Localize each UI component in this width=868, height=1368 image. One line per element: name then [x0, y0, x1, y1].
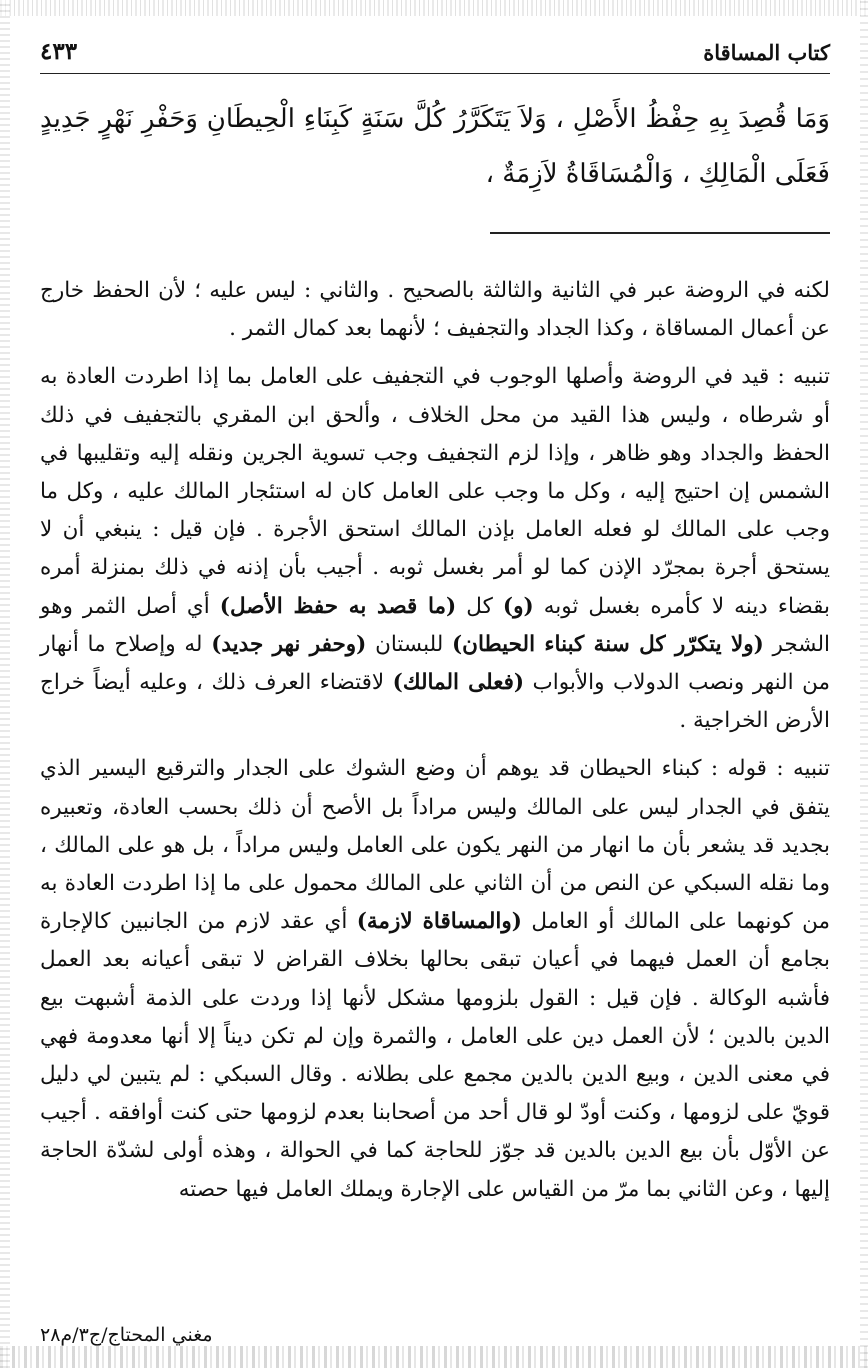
- text-run: له وإصلاح ما أنهار من النهر ونصب الدولاب والأبواب: [40, 631, 830, 696]
- page-footer: [40, 1324, 830, 1354]
- separator-rule: [490, 232, 830, 234]
- commentary-block: [40, 272, 830, 1219]
- quoted-matn: (ما قصد به حفظ الأصل): [219, 593, 457, 619]
- page-header: [40, 34, 830, 74]
- printer-signature: مغني المحتاج/ج٣/م٢٨: [40, 1324, 213, 1346]
- commentary-paragraph-1: لكنه في الروضة عبر في الثانية والثالثة بالصحيح . والثاني : ليس عليه ؛ لأن الحفظ خارج عن أعمال المساقاة ، وكذا الجداد والتجفيف ؛ لأنهما بعد كمال الثمر .: [40, 278, 830, 342]
- quoted-matn: (فعلى المالك): [392, 670, 525, 696]
- quoted-matn: (والمساقاة لازمة): [356, 909, 522, 935]
- text-run: للبستان: [366, 631, 452, 657]
- page-number: ٤٣٣: [40, 38, 78, 65]
- text-run: تنبيه : قيد في الروضة وأصلها الوجوب في التجفيف على العامل بما إذا اطردت العادة به أو شرطاه ، وليس هذا القيد من محل الخلاف ، وألحق ابن المقري بالتجفيف في ذلك الحفظ والجداد وهو ظاهر ، وإذا لزم التجفيف وجب تسوية الجرين ونقله إليه وتقليبها في الشمس إن احتيج إليه ، وكل ما وجب على العامل كان له استئجار المالك عليه ، وكل ما وجب على المالك لو فعله العامل بإذن المالك استحق الأجرة . فإن قيل : ينبغي أن لا يستحق أجرة بمجرّد الإذن كما لو أمر بغسل ثوبه . أجيب بأن إذنه في ذلك بمنزلة أمره بقضاء دينه لا كأمره بغسل ثوبه: [40, 364, 830, 619]
- text-run: كل: [456, 593, 503, 619]
- header-rule: [40, 73, 830, 74]
- scan-border-top: [0, 0, 868, 16]
- quoted-matn: (ولا يتكرّر كل سنة كبناء الحيطان): [452, 631, 764, 657]
- running-title: كتاب المساقاة: [703, 40, 830, 65]
- commentary-paragraph-2: [40, 358, 830, 740]
- quoted-matn: (و): [502, 593, 534, 619]
- quoted-matn: (وحفر نهر جديد): [211, 631, 367, 657]
- scan-border-right: [860, 0, 868, 1368]
- commentary-paragraph-3: [40, 750, 830, 1208]
- scan-border-left: [0, 0, 10, 1368]
- text-run: أي أصل الثمر وهو الشجر: [40, 593, 830, 657]
- text-run: أي عقد لازم من الجانبين كالإجارة بجامع أن العمل فيهما في أعيان تبقى بحالها بخلاف القراض لا تبقى أعيانه بعد العمل فأشبه الوكالة . فإن قيل : القول بلزومها مشكل لأنها إذا وردت على الذمة أشبهت بيع الدين بالدين ؛ لأن العمل دين على العامل ، والثمرة وإن لم تكن ديناً إلا أنها معدومة فهي في معنى الدين ، وبيع الدين بالدين مجمع على بطلانه . وقال السبكي : لم يتبين لي دليل قويّ على لزومها ، وكنت أودّ لو قال أحد من أصحابنا بعدم لزومها حتى كنت أوافقه . أجيب عن الأوّل بأن بيع الدين بالدين قد جوّز للحاجة كما في الحوالة ، وهذه أولى لشدّة الحاجة إليها ، وعن الثاني بما مرّ من القياس على الإجارة ويملك العامل فيها حصته: [40, 909, 830, 1202]
- matn-paragraph: وَمَا قُصِدَ بِهِ حِفْظُ الأَصْلِ ، وَلاَ يَتَكَرَّرُ كُلَّ سَنَةٍ كَبِنَاءِ الْحِيطَانِ وَحَفْرِ نَهْرٍ جَدِيدٍ فَعَلَى الْمَالِكِ ، وَالْمُسَاقَاةُ لاَزِمَةٌ ،: [40, 104, 830, 189]
- text-run: لاقتضاء العرف ذلك ، وعليه أيضاً خراج الأرض الخراجية .: [40, 670, 830, 734]
- text-run: تنبيه : قوله : كبناء الحيطان قد يوهم أن وضع الشوك على الجدار والترقيع اليسير الذي يتفق في الجدار ليس على المالك وليس مراداً بل الأصح أن ذلك بحسب العادة، وتعبيره بجديد قد يشعر بأن ما انهار من النهر يكون على العامل وليس مراداً ، بل هو على المالك ، وما نقله السبكي عن النص من أن الثاني على المالك محمول على ما إذا اطردت العادة به من كونهما على المالك أو العامل: [40, 756, 830, 935]
- matn-text-block: [40, 92, 830, 202]
